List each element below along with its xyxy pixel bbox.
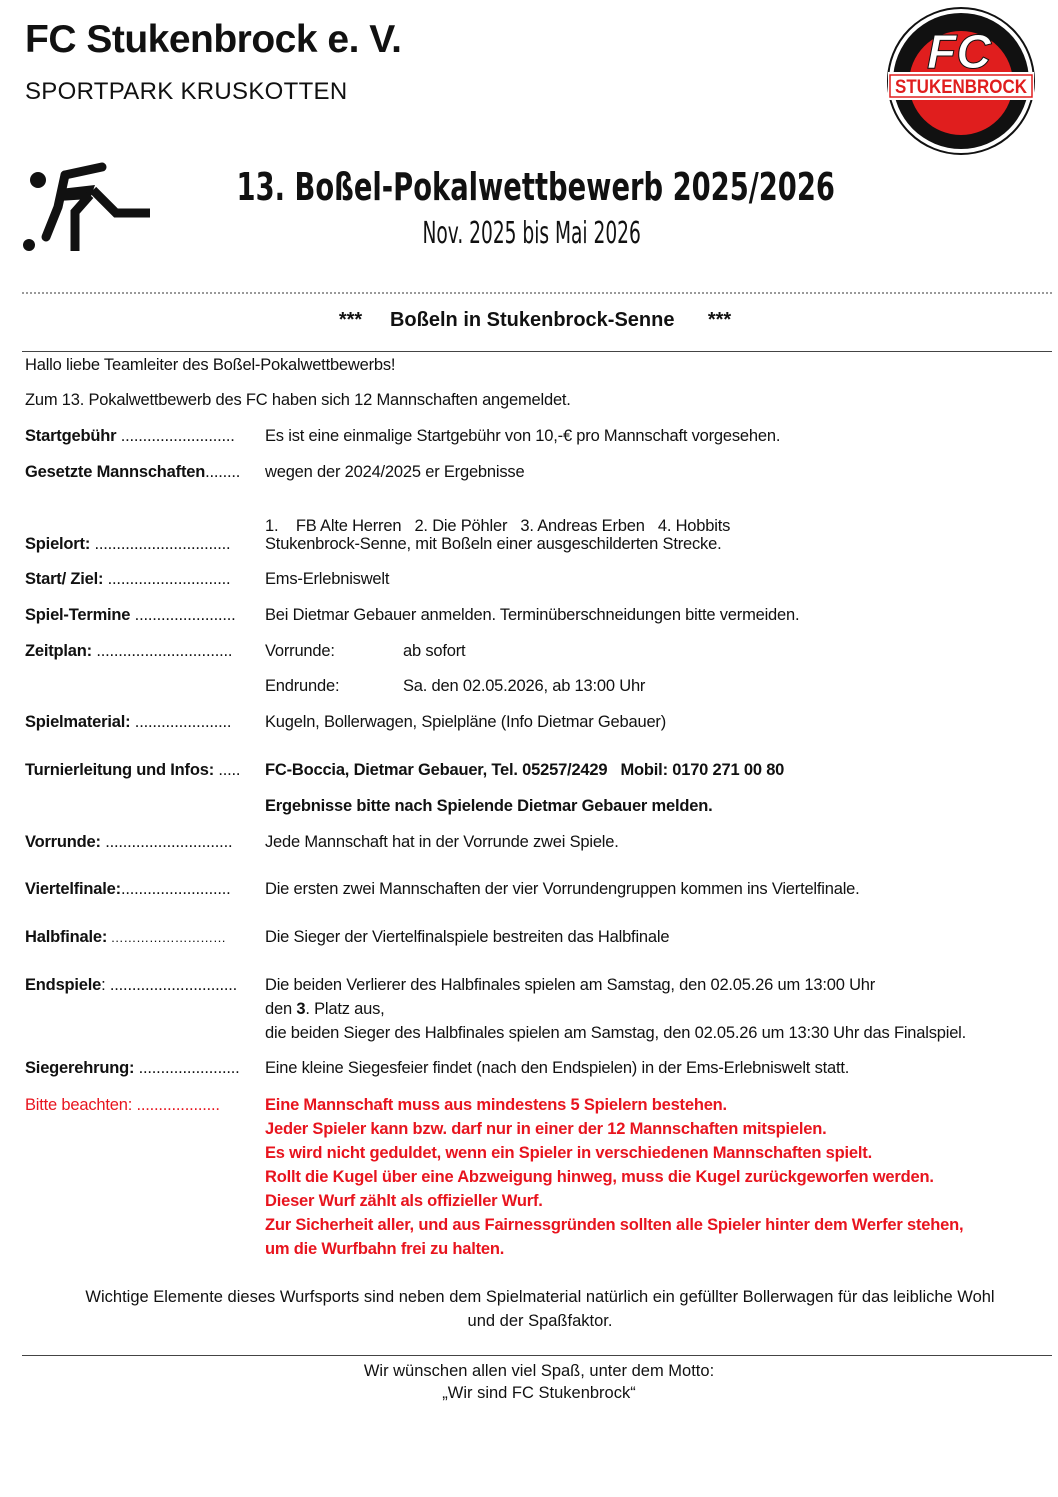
label-bitte-beachten: Bitte beachten: [25, 1096, 133, 1114]
value-siegerehrung: Eine kleine Siegesfeier findet (nach den Endspielen) in der Ems-Erlebniswelt statt. [265, 1059, 850, 1077]
row-siegerehrung [25, 1059, 850, 1078]
zeitplan-vorrunde-label: Vorrunde: [265, 642, 335, 660]
row-gesetzte [25, 463, 525, 482]
label-turnierleitung: Turnierleitung und Infos: [25, 761, 215, 779]
label-gesetzte: Gesetzte Mannschaften [25, 463, 206, 481]
label-start-ziel: Start/ Ziel: [25, 570, 104, 588]
stars-right: *** [707, 309, 732, 331]
note-line: Rollt die Kugel über eine Abzweigung hinweg, muss die Kugel zurückgeworfen werden. [265, 1168, 934, 1186]
note-line: um die Wurfbahn frei zu halten. [265, 1240, 505, 1258]
label-zeitplan: Zeitplan: [25, 642, 92, 660]
label-viertelfinale: Viertelfinale: [25, 880, 121, 898]
row-zeitplan [25, 642, 466, 661]
leader-dots: ...................... [130, 713, 232, 731]
leader-dots: ..... [214, 761, 241, 779]
note-line: Dieser Wurf zählt als offizieller Wurf. [265, 1192, 543, 1210]
leader-dots: ....................... [130, 606, 236, 624]
greeting: Hallo liebe Teamleiter des Boßel-Pokalwettbewerbs! [25, 356, 396, 374]
leader-dots: .......................... [116, 427, 235, 445]
value-halbfinale: Die Sieger der Viertelfinalspiele bestreiten das Halbfinale [265, 928, 670, 946]
leader-dots: ……………………… [107, 930, 226, 945]
leader-dots: ............................... [90, 535, 231, 553]
section-heading-text: Boßeln in Stukenbrock-Senne [389, 309, 675, 331]
value-endspiele-2 [265, 1000, 385, 1019]
leader-dots: : ............................. [101, 976, 238, 994]
motto-line-1: Wir wünschen allen viel Spaß, unter dem Motto: [363, 1362, 715, 1380]
row-startgebuehr [25, 427, 781, 446]
label-halbfinale: Halbfinale: [25, 928, 108, 946]
dotted-divider [22, 292, 1052, 294]
top-rule [22, 351, 1052, 352]
club-name: FC Stukenbrock e. V. [25, 18, 402, 61]
leader-dots: ....................... [134, 1059, 240, 1077]
text: den [265, 1000, 297, 1018]
row-bitte-beachten [25, 1096, 727, 1115]
motto-line-2: „Wir sind FC Stukenbrock“ [442, 1384, 636, 1402]
note-line: Zur Sicherheit aller, und aus Fairnessgründen sollten alle Spieler hinter dem Werfer stehen, [265, 1216, 964, 1234]
club-logo [886, 6, 1036, 156]
label-vorrunde: Vorrunde: [25, 833, 101, 851]
note-line: Es wird nicht geduldet, wenn ein Spieler in verschiedenen Mannschaften spielt. [265, 1144, 872, 1162]
row-viertelfinale [25, 880, 860, 899]
bowler-player-icon [20, 155, 154, 255]
row-spiel-termine [25, 606, 800, 625]
closing-paragraph [0, 1285, 1058, 1333]
value-endspiele-1: Die beiden Verlierer des Halbfinales spielen am Samstag, den 02.05.26 um 13:00 Uhr [265, 976, 876, 994]
label-spielmaterial: Spielmaterial: [25, 713, 131, 731]
value-vorrunde: Jede Mannschaft hat in der Vorrunde zwei Spiele. [265, 833, 619, 851]
leader-dots: ............................ [103, 570, 231, 588]
row-seeded-teams [25, 498, 731, 536]
row-turnierleitung [25, 761, 785, 780]
text: . Platz aus, [305, 1000, 385, 1018]
leader-dots: ......................... [120, 880, 231, 898]
event-dates: Nov. 2025 bis Mai 2026 [422, 216, 641, 251]
note-line: Jeder Spieler kann bzw. darf nur in einer der 12 Mannschaften mitspielen. [265, 1120, 827, 1138]
value-start-ziel: Ems-Erlebniswelt [265, 570, 390, 588]
label-siegerehrung: Siegerehrung: [25, 1059, 135, 1077]
value-gesetzte: wegen der 2024/2025 er Ergebnisse [265, 463, 525, 481]
logo-band-text: STUKENBROCK [895, 77, 1028, 98]
zeitplan-endrunde-value: Sa. den 02.05.2026, ab 13:00 Uhr [403, 677, 646, 695]
leader-dots: ........ [205, 463, 241, 481]
value-spielmaterial: Kugeln, Bollerwagen, Spielpläne (Info Dietmar Gebauer) [265, 713, 667, 731]
zeitplan-vorrunde-value: ab sofort [403, 642, 466, 660]
value-turnierleitung: FC-Boccia, Dietmar Gebauer, Tel. 05257/2429 Mobil: 0170 271 00 80 [265, 761, 785, 779]
leader-dots: ............................... [91, 642, 233, 660]
row-endspiele [25, 976, 876, 995]
leader-dots: ............................. [100, 833, 233, 851]
label-endspiele: Endspiele [25, 976, 102, 994]
motto [0, 1360, 1058, 1404]
zeitplan-endrunde-label: Endrunde: [265, 677, 340, 695]
label-spiel-termine: Spiel-Termine [25, 606, 131, 624]
row-vorrunde [25, 833, 619, 852]
row-start-ziel [25, 570, 390, 589]
closing-line-2: und der Spaßfaktor. [467, 1312, 613, 1330]
label-startgebuehr: Startgebühr [25, 427, 117, 445]
value-endspiele-3: die beiden Sieger des Halbfinales spielen am Samstag, den 02.05.26 um 13:30 Uhr das Finalspiel. [265, 1024, 967, 1042]
club-subtitle: SPORTPARK KRUSKOTTEN [25, 78, 348, 105]
intro-line: Zum 13. Pokalwettbewerb des FC haben sich 12 Mannschaften angemeldet. [25, 391, 571, 409]
place-number: 3 [296, 1000, 306, 1018]
note-line: Eine Mannschaft muss aus mindestens 5 Spielern bestehen. [265, 1096, 727, 1114]
row-spielmaterial [25, 713, 667, 732]
closing-line-1: Wichtige Elemente dieses Wurfsports sind neben dem Spielmaterial natürlich ein gefüllter Bollerwagen für das leibliche Wohl [85, 1288, 995, 1306]
stars-left: *** [338, 309, 363, 331]
value-spiel-termine: Bei Dietmar Gebauer anmelden. Terminüberschneidungen bitte vermeiden. [265, 606, 800, 624]
label-spielort: Spielort: [25, 535, 91, 553]
row-spielort [25, 535, 722, 554]
event-title: 13. Boßel-Pokalwettbewerb 2025/2026 [236, 165, 835, 209]
logo-fc-text: FC [927, 26, 991, 79]
value-spielort: Stukenbrock-Senne, mit Boßeln einer ausgeschilderten Strecke. [265, 535, 722, 553]
leader-dots: ................... [132, 1096, 220, 1114]
section-heading [0, 309, 1058, 332]
row-halbfinale [25, 928, 670, 947]
value-turnierleitung-results: Ergebnisse bitte nach Spielende Dietmar Gebauer melden. [265, 797, 713, 815]
value-viertelfinale: Die ersten zwei Mannschaften der vier Vorrundengruppen kommen ins Viertelfinale. [265, 880, 860, 898]
value-startgebuehr: Es ist eine einmalige Startgebühr von 10,-€ pro Mannschaft vorgesehen. [265, 427, 781, 445]
seeded-teams: 1. FB Alte Herren 2. Die Pöhler 3. Andreas Erben 4. Hobbits [265, 517, 731, 535]
bottom-rule [22, 1355, 1052, 1356]
